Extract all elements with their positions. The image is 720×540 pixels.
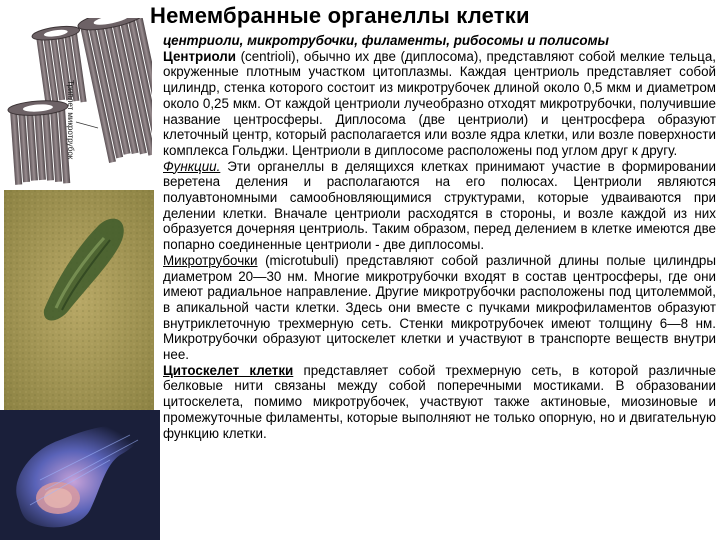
- illustrations-column: [0, 0, 160, 540]
- microtubules-paragraph: [163, 253, 716, 363]
- page-title: Немембранные органеллы клетки: [150, 3, 530, 28]
- cytoskeleton-term: Цитоскелет клетки: [163, 362, 294, 378]
- cytoskeleton-paragraph: [163, 363, 716, 442]
- centrioles-term: Центриоли: [163, 48, 237, 64]
- main-text: [163, 33, 716, 441]
- functions-term: Функции.: [163, 158, 221, 174]
- centriole-illustration: [2, 18, 152, 188]
- centrioles-description: (centrioli), обычно их две (диплосома), представляют собой мелкие тельца, окруженные плотным участком цитоплазмы. Каждая центриоль представляет собой цилиндр, стенка которого состоит из микротрубочек длиной около 0,5 мкм и диаметром около 0,25 мкм. От каждой центриоли лучеобразно отходят микротрубочки, получившие название центросферы. Диплосома (две центриоли) и центросфера образуют клеточный центр, который располагается или возле ядра клетки, или возле поверхности комплекса Гольджи. Центриоли в диплосоме расположены под углом друг к другу.: [163, 48, 716, 158]
- functions-paragraph: [163, 159, 716, 253]
- cytoskeleton-image: [0, 410, 160, 540]
- cytoskeleton-description: представляет собой трехмерную сеть, в которой различные белковые нити связаны между собой поперечными мостиками. В образовании цитоскелета, помимо микротрубочек, участвуют также актиновые, миозиновые и промежуточные филаменты, которые выполняют не только опорную, но и двигательную функцию клетки.: [163, 362, 716, 441]
- section-subtitle: центриоли, микротрубочки, филаменты, рибосомы и полисомы: [163, 33, 609, 48]
- figure-label: Триплет микротрубок: [66, 80, 75, 160]
- microscopy-image: [4, 190, 154, 410]
- functions-description: Эти органеллы в делящихся клетках принимают участие в формировании веретена деления и располагаются на его полюсах. Центриоли являются полуавтономными самообновляющимися структурами, которые удваиваются при делении клетки. Вначале центриоли расходятся в стороны, и возле каждой из них образуется дочерняя центриоль. Таким образом, перед делением в клетке имеются две попарно соединенные центриоли - две диплосомы.: [163, 158, 716, 253]
- microtubules-description: (microtubuli) представляют собой различной длины полые цилиндры диаметром 20—30 нм. Многие микротрубочки входят в состав центросферы, где они имеют радиальное направление. Другие микротрубочки расположены под цитолеммой, в апикальной части клетки. Здесь они вместе с пучками микрофиламентов образуют внутриклеточную трехмерную сеть. Стенки микротрубочек имеют толщину 6—8 нм. Микротрубочки образуют цитоскелет клетки и участвуют в транспорте веществ внутри нее.: [163, 252, 716, 363]
- centrioles-paragraph: [163, 49, 716, 159]
- microtubules-term: Микротрубочки: [163, 252, 258, 268]
